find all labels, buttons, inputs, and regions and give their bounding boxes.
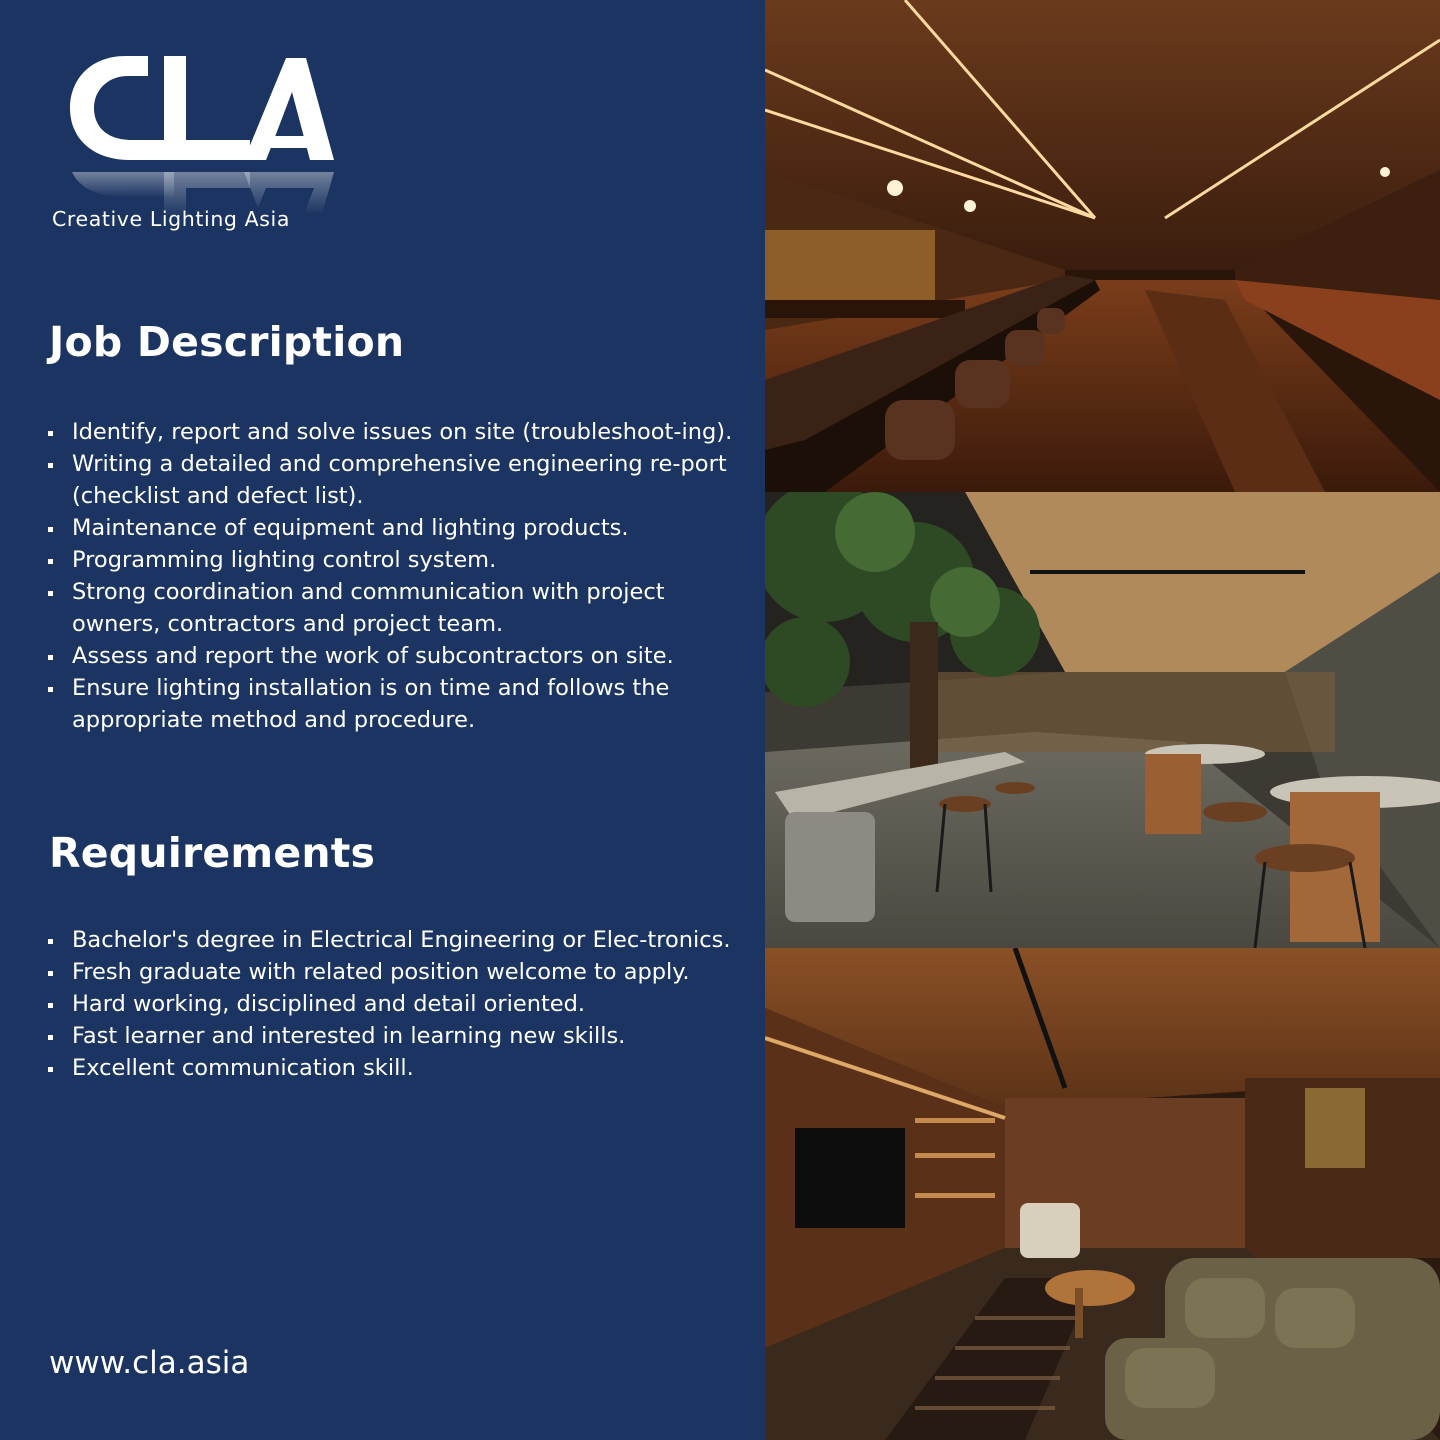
job-description-list [48,416,748,736]
job-description-item: Strong coordination and communication with project owners, contractors and project team. [48,576,748,640]
job-description-item: Identify, report and solve issues on site (troubleshoot-ing). [48,416,748,448]
requirement-item: Fast learner and interested in learning new skills. [48,1020,748,1052]
job-description-heading: Job Description [49,318,405,366]
job-description-item: Maintenance of equipment and lighting products. [48,512,748,544]
job-description-item: Assess and report the work of subcontractors on site. [48,640,748,672]
cafe-interior-photo [765,492,1440,948]
cla-logo [52,48,362,238]
requirements-heading: Requirements [49,829,376,877]
requirements-list [48,924,748,1084]
website-url: www.cla.asia [49,1345,250,1381]
requirement-item: Fresh graduate with related position welcome to apply. [48,956,748,988]
requirement-item: Excellent communication skill. [48,1052,748,1084]
cla-logo-tagline: Creative Lighting Asia [52,207,290,231]
lounge-interior-photo [765,948,1440,1440]
requirement-item: Hard working, disciplined and detail oriented. [48,988,748,1020]
bar-interior-photo [765,0,1440,492]
requirement-item: Bachelor's degree in Electrical Engineering or Elec-tronics. [48,924,748,956]
photo-column [765,0,1440,1440]
job-description-item: Programming lighting control system. [48,544,748,576]
job-description-item: Writing a detailed and comprehensive engineering re-port (checklist and defect list). [48,448,748,512]
job-description-item: Ensure lighting installation is on time and follows the appropriate method and procedure. [48,672,748,736]
